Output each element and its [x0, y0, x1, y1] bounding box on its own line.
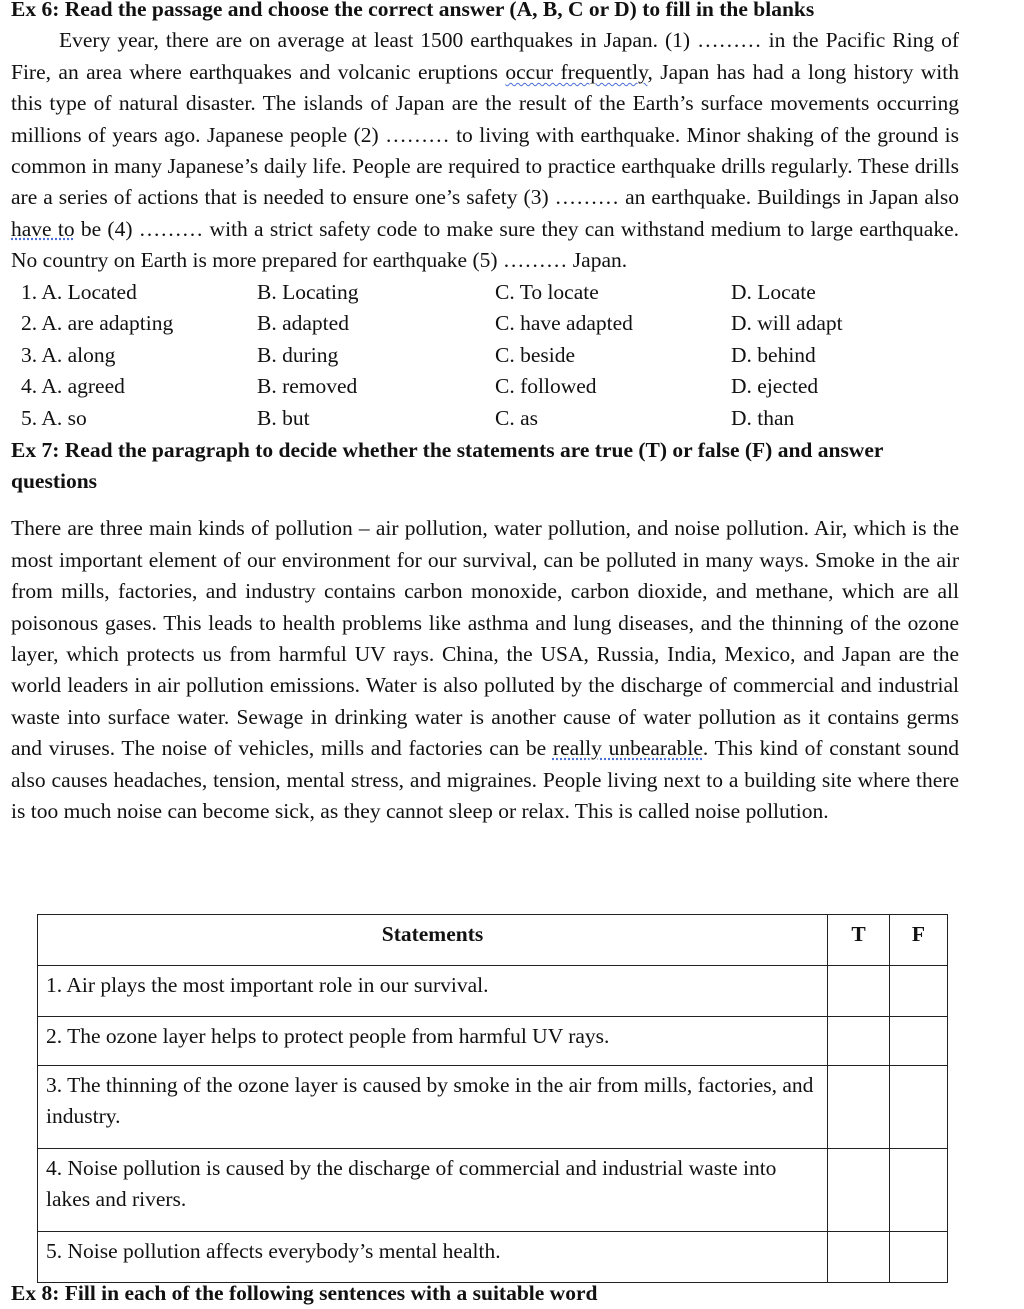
header-false: F: [890, 915, 948, 966]
option-5c: C. as: [495, 406, 538, 431]
option-5d: D. than: [731, 406, 795, 431]
statement-5: 5. Noise pollution affects everybody’s mental health.: [38, 1232, 828, 1283]
worksheet-page: [11, 0, 959, 828]
ex6-passage: [11, 25, 959, 276]
option-4b: B. removed: [257, 374, 358, 399]
option-5a: 5. A. so: [21, 406, 87, 431]
answer-cell-2-f[interactable]: [890, 1017, 948, 1066]
option-3c: C. beside: [495, 342, 576, 367]
option-1a: 1. A. Located: [21, 279, 137, 304]
table-row: [38, 1017, 948, 1066]
answer-cell-3-t[interactable]: [828, 1066, 890, 1149]
option-3d: D. behind: [731, 342, 816, 367]
option-2b: B. adapted: [257, 311, 349, 336]
answer-cell-5-t[interactable]: [828, 1232, 890, 1283]
ex6-title: Ex 6: Read the passage and choose the correct answer (A, B, C or D) to fill in the blanks: [11, 0, 815, 21]
ex6-options: [11, 277, 959, 435]
header-true: T: [828, 915, 890, 966]
question-row-4: [11, 371, 959, 403]
table-row: [38, 1149, 948, 1232]
ex8-title-cutoff: Ex 8: Fill in each of the following sentences with a suitable word: [11, 1281, 598, 1305]
ex7-passage-part-a: There are three main kinds of pollution – air pollution, water pollution, and noise pollution. Air, which is the most important element of our environment for our survival, can be polluted in many ways. Smoke in the air from mills, factories, and industry contains carbon monoxide, carbon dioxide, and methane, which are all poisonous gases. This leads to health problems like asthma and lung diseases, and the thinning of the ozone layer, which protects us from harmful UV rays. China, the USA, Russia, India, Mexico, and Japan are the world leaders in air pollution emissions. Water is also polluted by the discharge of commercial and industrial waste into surface water. Sewage in drinking water is another cause of water pollution as it contains germs and viruses. The noise of vehicles, mills and factories can be: [11, 516, 959, 761]
option-4c: C. followed: [495, 374, 597, 399]
statement-4: 4. Noise pollution is caused by the discharge of commercial and industrial waste into lakes and rivers.: [38, 1149, 828, 1232]
table-row: [38, 966, 948, 1017]
answer-cell-1-f[interactable]: [890, 966, 948, 1017]
option-2d: D. will adapt: [731, 311, 843, 336]
table-row: [38, 1232, 948, 1283]
answer-cell-3-f[interactable]: [890, 1066, 948, 1149]
option-1c: C. To locate: [495, 279, 599, 304]
statement-1: 1. Air plays the most important role in our survival.: [38, 966, 828, 1017]
ex7-grammar-really-unbearable: really unbearable: [552, 736, 703, 761]
ex7-passage: [11, 513, 959, 827]
option-1b: B. Locating: [257, 279, 359, 304]
option-5b: B. but: [257, 406, 310, 431]
question-row-2: [11, 308, 959, 340]
answer-cell-4-t[interactable]: [828, 1149, 890, 1232]
option-4d: D. ejected: [731, 374, 819, 399]
ex6-grammar-have-to: have to: [11, 216, 75, 241]
option-2c: C. have adapted: [495, 311, 633, 336]
ex6-passage-part-a: Every year, there are on average at least 1500 earthquakes in Japan. (1) ……… in the Pacific Ring of Fire, an area where earthquakes and volcanic eruptions: [11, 28, 959, 84]
ex6-passage-part-c: be (4) ……… with a strict safety code to make sure they can withstand medium to large earthquake. No country on Earth is more prepared for earthquake (5) ……… Japan.: [11, 216, 960, 273]
header-statements: Statements: [38, 915, 828, 966]
option-3a: 3. A. along: [21, 342, 116, 367]
answer-cell-5-f[interactable]: [890, 1232, 948, 1283]
ex7-title: Ex 7: Read the paragraph to decide whether the statements are true (T) or false (F) and answer questions: [11, 437, 884, 494]
question-row-5: [11, 403, 959, 435]
option-4a: 4. A. agreed: [21, 374, 125, 399]
ex6-passage-part-b: , Japan has had a long history with this type of natural disaster. The islands of Japan are the result of the Earth’s surface movements occurring millions of years ago. Japanese people (2) ……… to living with earthquake. Minor shaking of the ground is common in many Japanese’s daily life. People are required to practice earthquake drills regularly. These drills are a series of actions that is needed to ensure one’s safety (3) ……… an earthquake. Buildings in Japan also: [11, 59, 960, 210]
option-3b: B. during: [257, 342, 339, 367]
statement-3: 3. The thinning of the ozone layer is caused by smoke in the air from mills, factories, and industry.: [38, 1066, 828, 1149]
question-row-3: [11, 340, 959, 372]
ex6-spellcheck-occur-frequently: occur frequently: [505, 59, 648, 84]
answer-cell-1-t[interactable]: [828, 966, 890, 1017]
question-row-1: [11, 277, 959, 309]
option-2a: 2. A. are adapting: [21, 311, 174, 336]
section-spacer: [11, 497, 959, 513]
true-false-table: [37, 914, 948, 1283]
option-1d: D. Locate: [731, 279, 816, 304]
answer-cell-2-t[interactable]: [828, 1017, 890, 1066]
answer-cell-4-f[interactable]: [890, 1149, 948, 1232]
table-header-row: [38, 915, 948, 966]
statement-2: 2. The ozone layer helps to protect people from harmful UV rays.: [38, 1017, 828, 1066]
table-row: [38, 1066, 948, 1149]
ex7-passage-part-b: . This kind of constant sound also causes headaches, tension, mental stress, and migraines. People living next to a building site where there is too much noise can become sick, as they cannot sleep or relax. This is called noise pollution.: [11, 736, 960, 824]
